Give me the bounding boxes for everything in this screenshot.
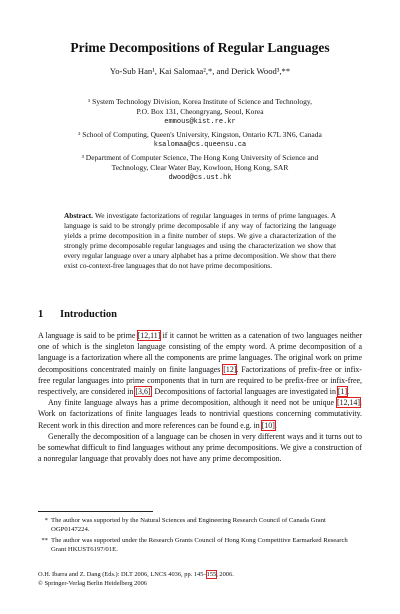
page-range-link[interactable]: 155 [206, 571, 217, 578]
citation-link[interactable]: [10] [261, 420, 275, 430]
footer-citation: O.H. Ibarra and Z. Dang (Eds.): DLT 2006, LNCS 4036, pp. 145– [38, 571, 207, 578]
footnote-mark: ** [41, 537, 48, 544]
email-link[interactable]: dwood@cs.ust.hk [168, 174, 232, 182]
abstract [64, 211, 336, 271]
paragraph [38, 397, 362, 431]
paper-title: Prime Decompositions of Regular Languages [70, 40, 330, 55]
paragraph-text: . [347, 387, 350, 397]
footer-line-1 [38, 571, 234, 580]
paragraph-text: . Decompositions of factorial languages are investigated in [150, 387, 338, 397]
email-link[interactable]: emmous@kist.re.kr [164, 118, 236, 126]
affiliation-2 [40, 130, 360, 150]
section-heading [38, 309, 117, 320]
body-text [38, 330, 362, 464]
author-list: Yo-Sub Han¹, Kai Salomaa²,*, and Derick Wood³,** [109, 66, 291, 76]
abstract-text: We investigate factorizations of regular languages in terms of prime languages. A language is said to be strongly prime decomposable if any way of factorizing the language yields a prime decomposition in a finite number of steps. We give a characterization of the strongly prime decomposable regular languages and using the characterization we show that every regular language over a unary alphabet has a prime decomposition. We show that there exist co-context-free languages that do not have prime decompositions. [64, 211, 336, 270]
paragraph-text: . Work on factorizations of finite languages leads to nontrivial questions concerning commutativity. Recent work in this direction and more references can be found e.g. in [38, 398, 362, 430]
affiliation-line: ² School of Computing, Queen's University, Kingston, Ontario K7L 3N6, Canada [78, 130, 322, 139]
section-title: Introduction [60, 309, 117, 320]
citation-link[interactable]: [12,14] [337, 398, 361, 408]
affiliation-3 [40, 153, 360, 183]
paragraph-text: Any finite language always has a prime decomposition, although it need not be unique [48, 398, 337, 408]
affiliation-line: ³ Department of Computer Science, The Hong Kong University of Science and [81, 153, 319, 162]
affiliation-line: Technology, Clear Water Bay, Kowloon, Hong Kong, SAR [111, 163, 289, 172]
section-number: 1 [38, 309, 44, 320]
footer-copyright: © Springer-Verlag Berlin Heidelberg 2006 [38, 579, 147, 587]
footnote-2 [38, 536, 362, 554]
paragraph-text: . [274, 420, 277, 430]
footnote-text: The author was supported under the Research Grants Council of Hong Kong Competitive Earmarked Research Grant HKUST6197/01E. [51, 537, 348, 553]
paragraph-text: A language is said to be prime [38, 331, 138, 340]
footnote-1 [38, 516, 362, 534]
citation-link[interactable]: [3,6] [135, 387, 151, 397]
paragraph [38, 330, 362, 397]
footer-year: , 2006. [216, 571, 234, 578]
paragraph [38, 431, 362, 465]
affiliation-1 [40, 97, 360, 127]
citation-link[interactable]: [12] [223, 364, 237, 374]
email-link[interactable]: ksalomaa@cs.queensu.ca [153, 141, 247, 149]
affiliation-line: ¹ System Technology Division, Korea Institute of Science and Technology, [88, 97, 312, 106]
paragraph-text: . Factorizations of prefix-free or infix-free regular languages into prime components that in turn are required to be prefix-free or infix-free, respectively, are considered in [38, 364, 362, 397]
paragraph-text: Generally the decomposition of a language can be chosen in very different ways and it turns out to be somewhat difficult to find languages without any prime decompositions. We give a construction of a nonregular language that provably does not have any prime decomposition. [38, 431, 362, 464]
citation-link[interactable]: [1] [337, 387, 348, 397]
footnote-mark: * [44, 517, 48, 524]
affiliation-line: P.O. Box 131, Cheongryang, Seoul, Korea [136, 107, 264, 116]
footnote-rule [38, 511, 153, 512]
paragraph-text: if it cannot be written as a catenation of two languages neither one of which is the singleton language consisting of the empty word. A prime decomposition of a language is a factorization where all the components are prime languages. The original work on prime decompositions concentrated mainly on finite languages [38, 331, 363, 374]
citation-link[interactable]: [12,11] [137, 331, 161, 340]
publication-footer [38, 571, 234, 588]
footnote-text: The author was supported by the Natural Sciences and Engineering Research Council of Canada Grant OGP0147224. [51, 517, 326, 533]
abstract-label: Abstract. [64, 211, 93, 220]
